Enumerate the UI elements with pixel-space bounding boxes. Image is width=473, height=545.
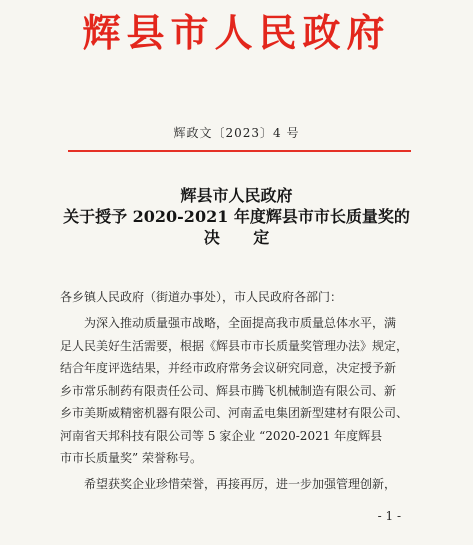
issuer-red-title: 辉县市人民政府 [82,10,391,55]
page-number: - 1 - [377,509,401,523]
body-line: 乡市常乐制药有限责任公司、辉县市腾飞机械制造有限公司、新 [60,383,397,398]
salutation: 各乡镇人民政府（街道办事处），市人民政府各部门： [60,290,343,304]
body-line: 河南省天邦科技有限公司等 5 家企业 “2020-2021 年度辉县 [60,428,383,443]
decision-body [60,312,416,470]
body-line: 乡市美斯威精密机器有限公司、河南孟电集团新型建材有限公司、 [60,406,409,420]
heading-line-subject: 关于授予 2020-2021 年度辉县市市长质量奖的 [63,207,410,226]
body-line: 足人民美好生活需要，根据《辉县市市长质量奖管理办法》规定， [60,338,409,353]
decision-heading [0,185,473,248]
closing-paragraph [60,473,396,495]
document-number: 辉政文〔2023〕4 号 [173,126,300,140]
body-line: 市市长质量奖” 荣誉称号。 [60,451,202,465]
body-line: 为深入推动质量强市战略，全面提高我市质量总体水平，满 [84,316,397,330]
red-divider-line [68,150,411,152]
closing-line: 希望获奖企业珍惜荣誉，再接再厉，进一步加强管理创新， [84,477,397,491]
heading-line-issuer: 辉县市人民政府 [180,186,293,205]
body-line: 结合年度评选结果，并经市政府常务会议研究同意，决定授予新 [60,361,397,375]
heading-line-decision: 决 定 [203,228,284,247]
